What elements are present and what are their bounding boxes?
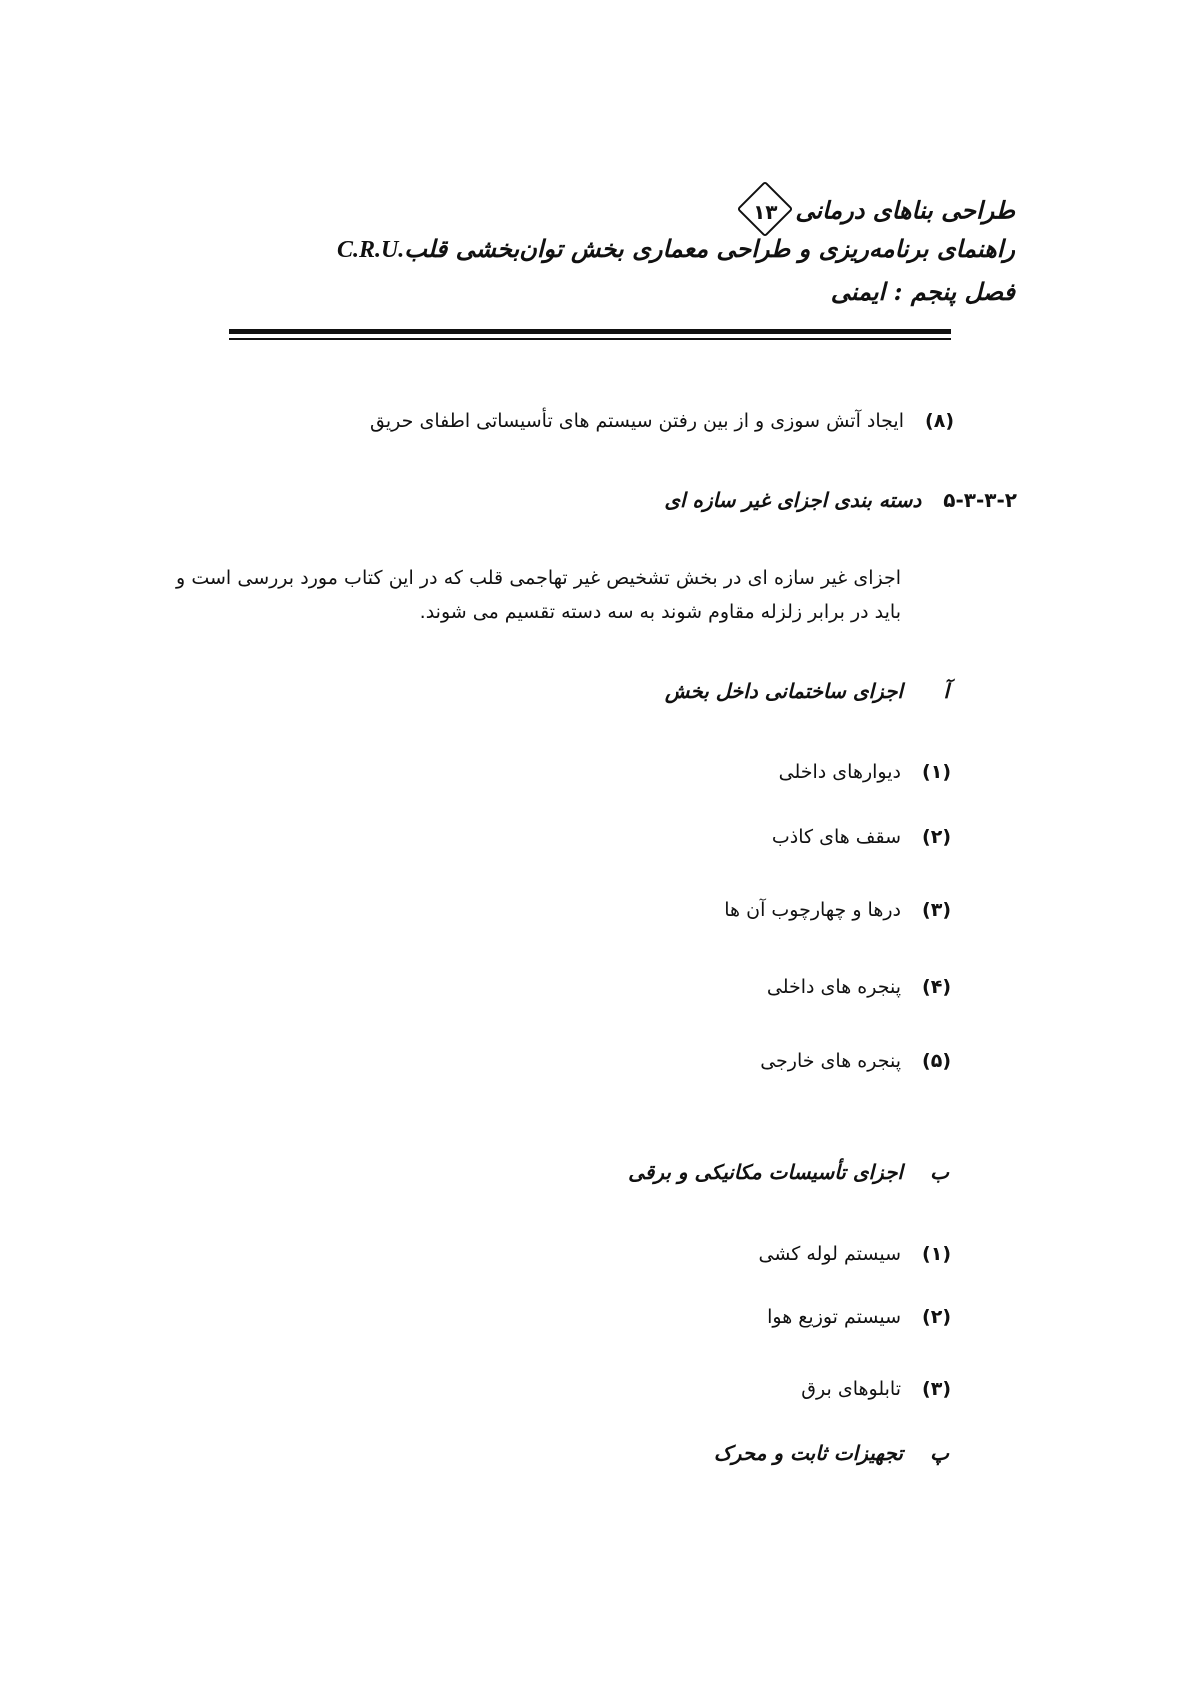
book-title-line <box>733 197 1015 227</box>
intro-paragraph: اجزای غیر سازه ای در بخش تشخیص غیر تهاجمی قلب که در این کتاب مورد بررسی است و باید در برابر زلزله مقاوم شوند به سه دسته تقسیم می شوند. <box>176 567 901 623</box>
list-item <box>759 1243 951 1266</box>
list-item-text: سقف های کاذب <box>771 826 901 848</box>
page-number: ۱۳ <box>753 200 778 224</box>
header-divider-thick <box>229 329 951 334</box>
group-a-heading <box>665 679 949 703</box>
list-item-text: پنجره های خارجی <box>760 1050 901 1072</box>
page-number-badge <box>735 197 795 227</box>
list-item-number: (۳) <box>922 1378 951 1400</box>
guide-title-line <box>325 234 1015 263</box>
section-heading <box>664 488 1017 512</box>
group-b-title: اجزای تأسیسات مکانیکی و برقی <box>628 1160 903 1184</box>
list-item-number: (۳) <box>922 899 951 921</box>
list-item <box>760 1050 951 1073</box>
list-item <box>724 899 951 922</box>
list-item-text: درها و چهارچوب آن ها <box>724 899 901 921</box>
group-b-letter: ب <box>930 1160 949 1184</box>
list-item-8 <box>370 410 954 433</box>
header-divider-thin <box>229 338 951 340</box>
section-title: دسته بندی اجزای غیر سازه ای <box>664 488 922 512</box>
list-item-number: (۸) <box>925 410 954 432</box>
list-item <box>779 761 951 784</box>
list-item-text: سیستم توزیع هوا <box>767 1306 901 1328</box>
group-b-heading <box>628 1160 949 1184</box>
list-item-text: دیوارهای داخلی <box>778 761 901 783</box>
guide-title: راهنمای برنامه‌ریزی و طراحی معماری بخش توان‌بخشی قلب <box>404 234 1015 263</box>
section-number: ۵-۳-۳-۲ <box>943 488 1017 512</box>
list-item <box>772 826 951 849</box>
list-item-number: (۱) <box>922 1243 951 1265</box>
list-item-text: پنجره های داخلی <box>766 976 901 998</box>
list-item-number: (۵) <box>922 1050 951 1072</box>
list-item <box>767 976 951 999</box>
list-item-text: ایجاد آتش سوزی و از بین رفتن سیستم های تأسیساتی اطفای حریق <box>370 410 904 432</box>
list-item-text: سیستم لوله کشی <box>758 1243 901 1265</box>
chapter-title: فصل پنجم : ایمنی <box>830 277 1015 306</box>
book-title: طراحی بناهای درمانی <box>795 195 1015 225</box>
list-item-text: تابلوهای برق <box>801 1378 901 1400</box>
list-item-number: (۱) <box>922 761 951 783</box>
group-a-letter: آ <box>943 679 949 703</box>
group-c-letter: پ <box>930 1441 949 1465</box>
list-item-number: (۲) <box>922 1306 951 1328</box>
group-a-title: اجزای ساختمانی داخل بخش <box>664 679 903 703</box>
list-item-number: (۴) <box>922 976 951 998</box>
guide-title-latin: C.R.U. <box>336 237 405 263</box>
list-item <box>801 1378 951 1401</box>
group-c-heading <box>714 1441 949 1465</box>
group-c-title: تجهیزات ثابت و محرک <box>713 1441 903 1465</box>
list-item-number: (۲) <box>922 826 951 848</box>
list-item <box>767 1306 951 1329</box>
